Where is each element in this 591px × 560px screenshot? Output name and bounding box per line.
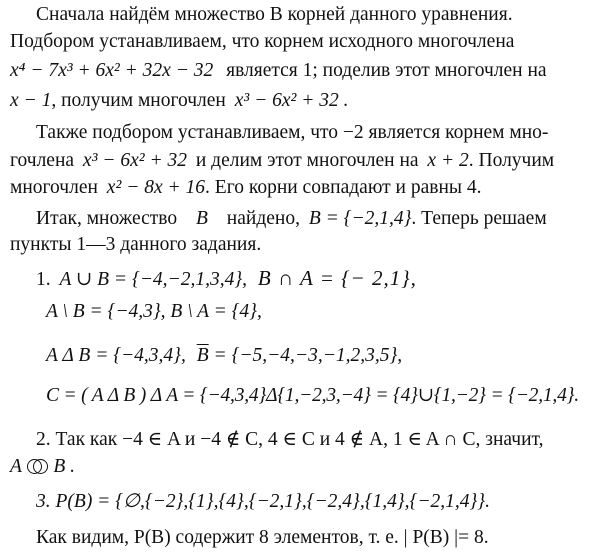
para1-line4	[10, 89, 349, 115]
para2-line3	[10, 176, 482, 202]
para2-text: и делим этот многочлен на	[195, 150, 419, 171]
polynomial-2: x³ − 6x² + 32 .	[234, 90, 349, 111]
polynomial-3: x³ − 6x² + 32	[82, 150, 187, 171]
overlap-icon	[26, 458, 48, 474]
divisor-1: x − 1	[10, 90, 52, 111]
item2-line1: 2. Так как −4 ∈ A и −4 ∉ C, 4 ∈ C и 4 ∉ A, 1 ∈ A ∩ C, значит,	[36, 429, 544, 450]
para2-word2: многочлен	[10, 177, 98, 198]
item1-line3	[46, 344, 402, 370]
set-b-value: B = {−2,1,4}	[308, 208, 412, 229]
intersection-expr: B ∩ A = {− 2,1},	[257, 266, 417, 290]
para1-line1: Сначала найдём множество B корней данного уравнения.	[36, 4, 513, 25]
polynomial-1: x⁴ − 7x³ + 6x² + 32x − 32	[10, 60, 214, 81]
set-b-symbol: B	[196, 208, 208, 229]
sym-diff-expr: A Δ B = {−4,3,4},	[46, 345, 186, 366]
para3-line1	[36, 207, 547, 233]
para1-line3-text: является 1; поделив этот многочлен на	[226, 60, 547, 81]
difference-expr: A \ B = {−4,3}, B \ A = {4},	[46, 301, 262, 322]
para2-line2	[10, 149, 554, 175]
para1-line2: Подбором устанавливаем, что корнем исходного многочлена	[10, 31, 515, 52]
union-expr: A ∪ B = {−4,−2,1,3,4},	[59, 269, 248, 290]
divisor-2: x + 2	[427, 150, 469, 171]
para3-text-e: . Теперь решаем	[411, 208, 547, 229]
polynomial-4: x² − 8x + 16	[106, 177, 206, 198]
set-b-symbol-2: B .	[53, 456, 75, 477]
item1-line1	[36, 266, 417, 292]
item1-number: 1.	[36, 269, 51, 290]
para1-line4-text: , получим многочлен	[51, 90, 226, 111]
item2-line2	[10, 455, 75, 481]
c-expr: C = ( A Δ B ) Δ A = {−4,3,4}Δ{1,−2,3,−4} = {4}∪{1,−2} = {−2,1,4}.	[46, 385, 579, 406]
para3-text-c: найдено,	[226, 208, 300, 229]
para1-line3	[10, 59, 547, 85]
para3-text-a: Итак, множество	[36, 208, 178, 229]
power-set-expr: 3. P(B) = {∅,{−2},{1},{4},{−2,1},{−2,4},{1,4},{−2,1,4}}.	[36, 491, 490, 512]
para2-text-end: . Получим	[468, 150, 555, 171]
para2-word: гочлена	[10, 150, 75, 171]
complement-value: = {−5,−4,−3,−1,2,3,5},	[208, 345, 403, 366]
para2-text3: . Его корни совпадают и равны 4.	[205, 177, 482, 198]
set-a-symbol: A	[10, 456, 22, 477]
para3-line2: пункты 1—3 данного задания.	[10, 234, 262, 255]
para2-line1: Также подбором устанавливаем, что −2 является корнем мно-	[36, 122, 549, 143]
conclusion: Как видим, P(B) содержит 8 элементов, т. е. | P(B) |= 8.	[36, 527, 489, 548]
complement-b: $\overline{B}$	[196, 345, 209, 366]
